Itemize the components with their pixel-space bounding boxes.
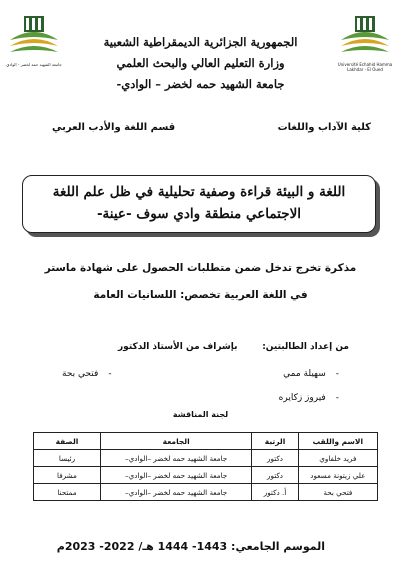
students-label: من إعداد الطالبتين:	[262, 342, 349, 352]
academic-season: الموسم الجامعي: 1443- 1444 هـ/ 2022- 2023م	[56, 540, 325, 553]
committee-title: لجنة المناقشة	[172, 410, 229, 419]
ministry-header: وزارة التعليم العالي والبحث العلمي	[116, 56, 285, 70]
member-name: علي زيتونة مسعود	[298, 467, 377, 484]
member-rank: دكتور	[252, 450, 298, 467]
supervisor-name: -فتحي بحة	[62, 369, 112, 379]
table-row	[34, 467, 378, 484]
university-logo-right	[337, 10, 393, 72]
logo-right-caption: Université Echahid Hamma Lakhdar - El Oued	[337, 62, 393, 72]
student-name: -سهيلة ممي	[283, 369, 339, 379]
column-header-role: الصفة	[34, 433, 101, 450]
member-rank: أ. دكتور	[252, 484, 298, 501]
table-header-row	[34, 433, 378, 450]
university-header: جامعة الشهيد حمه لخضر – الوادي-	[116, 77, 285, 91]
member-role: رئيسا	[34, 450, 101, 467]
republic-header: الجمهورية الجزائرية الديمقراطية الشعبية	[103, 35, 298, 49]
faculty-name: كلية الآداب واللغات	[277, 122, 371, 133]
member-name: فريد خلفاوي	[298, 450, 377, 467]
university-emblem-icon	[337, 10, 393, 60]
thesis-title-line-1: اللغة و البيئة قراءة وصفية تحليلية في ظل علم اللغة	[52, 184, 346, 200]
member-university: جامعة الشهيد حمه لخضر –الوادي–	[100, 450, 251, 467]
member-role: ممتحنا	[34, 484, 101, 501]
table-row	[34, 484, 378, 501]
column-header-name: الاسم واللقب	[298, 433, 377, 450]
memo-description-line-2: في اللغة العربية تخصص: اللسانيات العامة	[93, 289, 308, 301]
committee-table	[33, 432, 378, 501]
member-university: جامعة الشهيد حمه لخضر –الوادي–	[100, 467, 251, 484]
university-emblem-icon	[6, 10, 62, 60]
member-role: مشرفا	[34, 467, 101, 484]
memo-description-line-1: مذكرة تخرج تدخل ضمن متطلبات الحصول على شهادة ماستر	[44, 262, 357, 274]
thesis-title-box	[22, 175, 376, 233]
logo-left-caption: جامعة الشهيد حمه لخضر - الوادي	[6, 62, 62, 67]
member-university: جامعة الشهيد حمه لخضر –الوادي–	[100, 484, 251, 501]
supervisor-name-text: فتحي بحة	[62, 369, 99, 379]
department-name: قسم اللغة والأدب العربي	[52, 122, 176, 133]
university-logo-left	[6, 10, 62, 67]
table-row	[34, 450, 378, 467]
supervisor-label: بإشراف من الأستاذ الدكتور	[118, 342, 238, 352]
column-header-university: الجامعة	[100, 433, 251, 450]
thesis-title-line-2: الاجتماعي منطقة وادي سوف -عينة-	[96, 206, 302, 222]
column-header-rank: الرتبة	[252, 433, 298, 450]
member-name: فتحي بحة	[298, 484, 377, 501]
student-name-text: سهيلة ممي	[283, 369, 326, 379]
member-rank: دكتور	[252, 467, 298, 484]
student-name-text: فيروز زكايره	[278, 393, 326, 403]
student-name: -فيروز زكايره	[278, 393, 339, 403]
